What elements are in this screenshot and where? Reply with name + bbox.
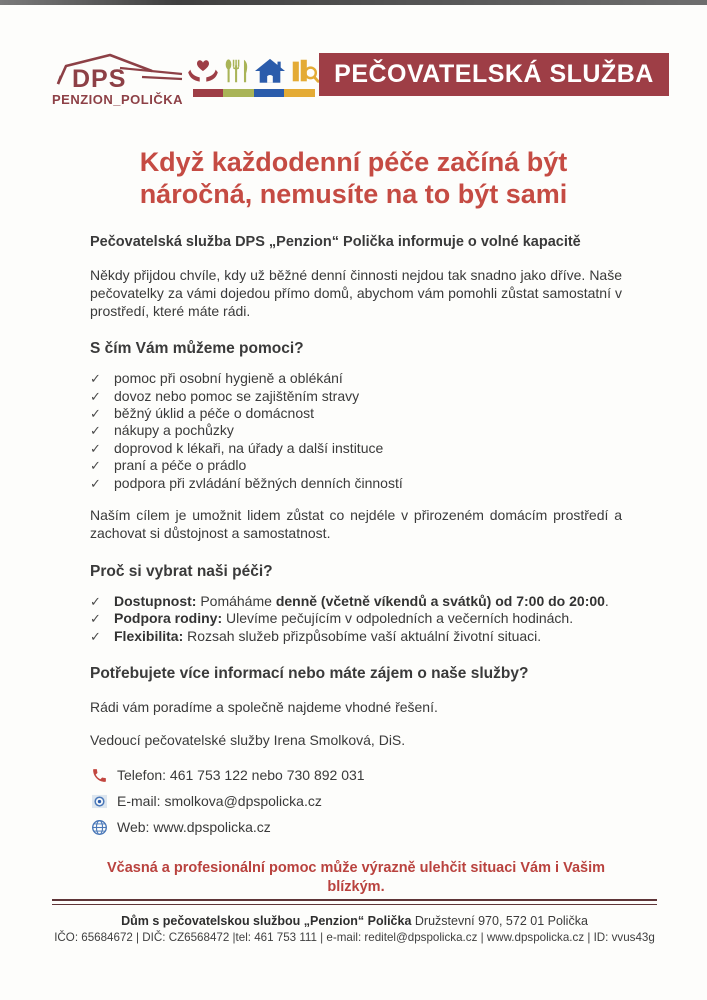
email-row	[90, 793, 622, 811]
service-item	[90, 405, 622, 422]
mission-paragraph: Naším cílem je umožnit lidem zůstat co nejdéle v přirozeném domácím prostředí a zachovat si důstojnost a samostatnost.	[90, 507, 622, 541]
scan-edge-artifact	[0, 0, 707, 5]
service-item-label: pomoc při osobní hygieně a oblékání	[114, 370, 343, 387]
intro-subtitle: Pečovatelská služba DPS „Penzion“ Polička informuje o volné kapacitě	[90, 234, 581, 251]
contact-heading: Potřebujete více informací nebo máte zájem o naše služby?	[90, 664, 529, 682]
footer-org-name: Dům s pečovatelskou službou „Penzion“ Polička	[121, 914, 412, 928]
service-item-label: podpora při zvládání běžných denních činností	[114, 474, 403, 491]
brand-color-bar	[193, 89, 315, 97]
service-item-label: doprovod k lékaři, na úřady a další instituce	[114, 439, 384, 456]
footer-double-rule	[52, 899, 657, 905]
benefit-item	[90, 593, 622, 610]
intro-paragraph: Někdy přijdou chvíle, kdy už běžné denní činnosti nejdou tak snadno jako dříve. Naše pečovatelky za vámi dojedou přímo domů, abychom vám pomohli zůstat samostatní v prostředí, které máte rádi.	[90, 266, 622, 319]
phone-row	[90, 767, 622, 785]
pictogram-row	[188, 56, 319, 86]
svg-text:DPS: DPS	[72, 65, 127, 93]
contact-block	[90, 767, 622, 837]
service-item	[90, 457, 622, 474]
benefit-item	[90, 628, 622, 645]
check-icon: ✓	[90, 628, 101, 644]
hands-heart-icon	[188, 56, 218, 86]
check-icon: ✓	[90, 458, 101, 474]
check-icon: ✓	[90, 388, 101, 404]
benefit-label: Dostupnost:	[114, 592, 197, 609]
benefit-text	[114, 628, 541, 645]
benefit-label: Podpora rodiny:	[114, 610, 223, 627]
footer-org-line	[52, 914, 657, 928]
service-item-label: praní a péče o prádlo	[114, 457, 247, 474]
globe-icon	[90, 819, 108, 837]
footer-org-address: Družstevní 970, 572 01 Polička	[411, 914, 588, 928]
page-title-line1: Když každodenní péče začíná být	[139, 147, 568, 177]
check-icon: ✓	[90, 611, 101, 627]
dps-logo	[50, 50, 188, 113]
check-icon: ✓	[90, 371, 101, 387]
check-icon: ✓	[90, 593, 101, 609]
footer	[52, 899, 657, 944]
cutlery-icon	[221, 56, 251, 86]
why-list	[90, 593, 622, 645]
page-title-line2: náročná, nemusíte na to být sami	[139, 178, 568, 209]
check-icon: ✓	[90, 440, 101, 456]
service-item-label: dovoz nebo pomoc se zajištěním stravy	[114, 387, 360, 404]
email-icon	[90, 793, 108, 811]
services-heading: S čím Vám můžeme pomoci?	[90, 340, 304, 358]
service-item	[90, 475, 622, 492]
web-row	[90, 819, 622, 837]
benefit-strong: denně (včetně víkendů a svátků) od 7:00 do 20:00	[275, 592, 605, 609]
books-magnifier-icon	[289, 56, 319, 86]
benefit-text	[114, 593, 609, 610]
contact-line1: Rádi vám poradíme a společně najdeme vhodné řešení.	[90, 698, 438, 715]
check-icon: ✓	[90, 406, 101, 422]
dps-roof-logo-icon	[50, 50, 188, 108]
service-pictograms	[188, 56, 319, 97]
web-label: Web: www.dpspolicka.cz	[117, 818, 271, 835]
svg-text:PENZION_POLIČKA: PENZION_POLIČKA	[52, 92, 184, 107]
benefit-pre: Rozsah služeb přizpůsobíme vaší aktuální životní situaci.	[183, 627, 542, 644]
service-item-label: nákupy a pochůzky	[114, 422, 234, 439]
benefit-item	[90, 610, 622, 627]
check-icon: ✓	[90, 475, 101, 491]
phone-label: Telefon: 461 753 122 nebo 730 892 031	[117, 766, 365, 783]
phone-icon	[90, 767, 108, 785]
service-item	[90, 370, 622, 387]
body-content	[90, 233, 622, 898]
benefit-label: Flexibilita:	[114, 627, 184, 644]
email-label: E-mail: smolkova@dpspolicka.cz	[117, 792, 322, 809]
service-item	[90, 422, 622, 439]
banner-title: PEČOVATELSKÁ SLUŽBA	[319, 53, 669, 96]
check-icon: ✓	[90, 423, 101, 439]
benefit-post: .	[604, 592, 609, 609]
services-list	[90, 370, 622, 492]
closing-statement: Včasná a profesionální pomoc může výrazně ulehčit situaci Vám i Vašim blízkým.	[106, 859, 605, 896]
header	[0, 0, 707, 113]
benefit-pre: Pomáháme	[196, 592, 276, 609]
benefit-text	[114, 610, 573, 627]
service-item-label: běžný úklid a péče o domácnost	[114, 405, 315, 422]
service-item	[90, 440, 622, 457]
service-item	[90, 388, 622, 405]
house-icon	[254, 56, 286, 86]
contact-line2: Vedoucí pečovatelské služby Irena Smolková, DiS.	[90, 731, 406, 748]
why-heading: Proč si vybrat naši péči?	[90, 562, 273, 580]
footer-info-line: IČO: 65684672 | DIČ: CZ6568472 |tel: 461 753 111 | e-mail: reditel@dpspolicka.cz | www.dpspolicka.cz | ID: vvus43g	[54, 931, 655, 944]
page-title	[0, 147, 707, 210]
benefit-pre: Ulevíme pečujícím v odpoledních a večerních hodinách.	[222, 610, 574, 627]
